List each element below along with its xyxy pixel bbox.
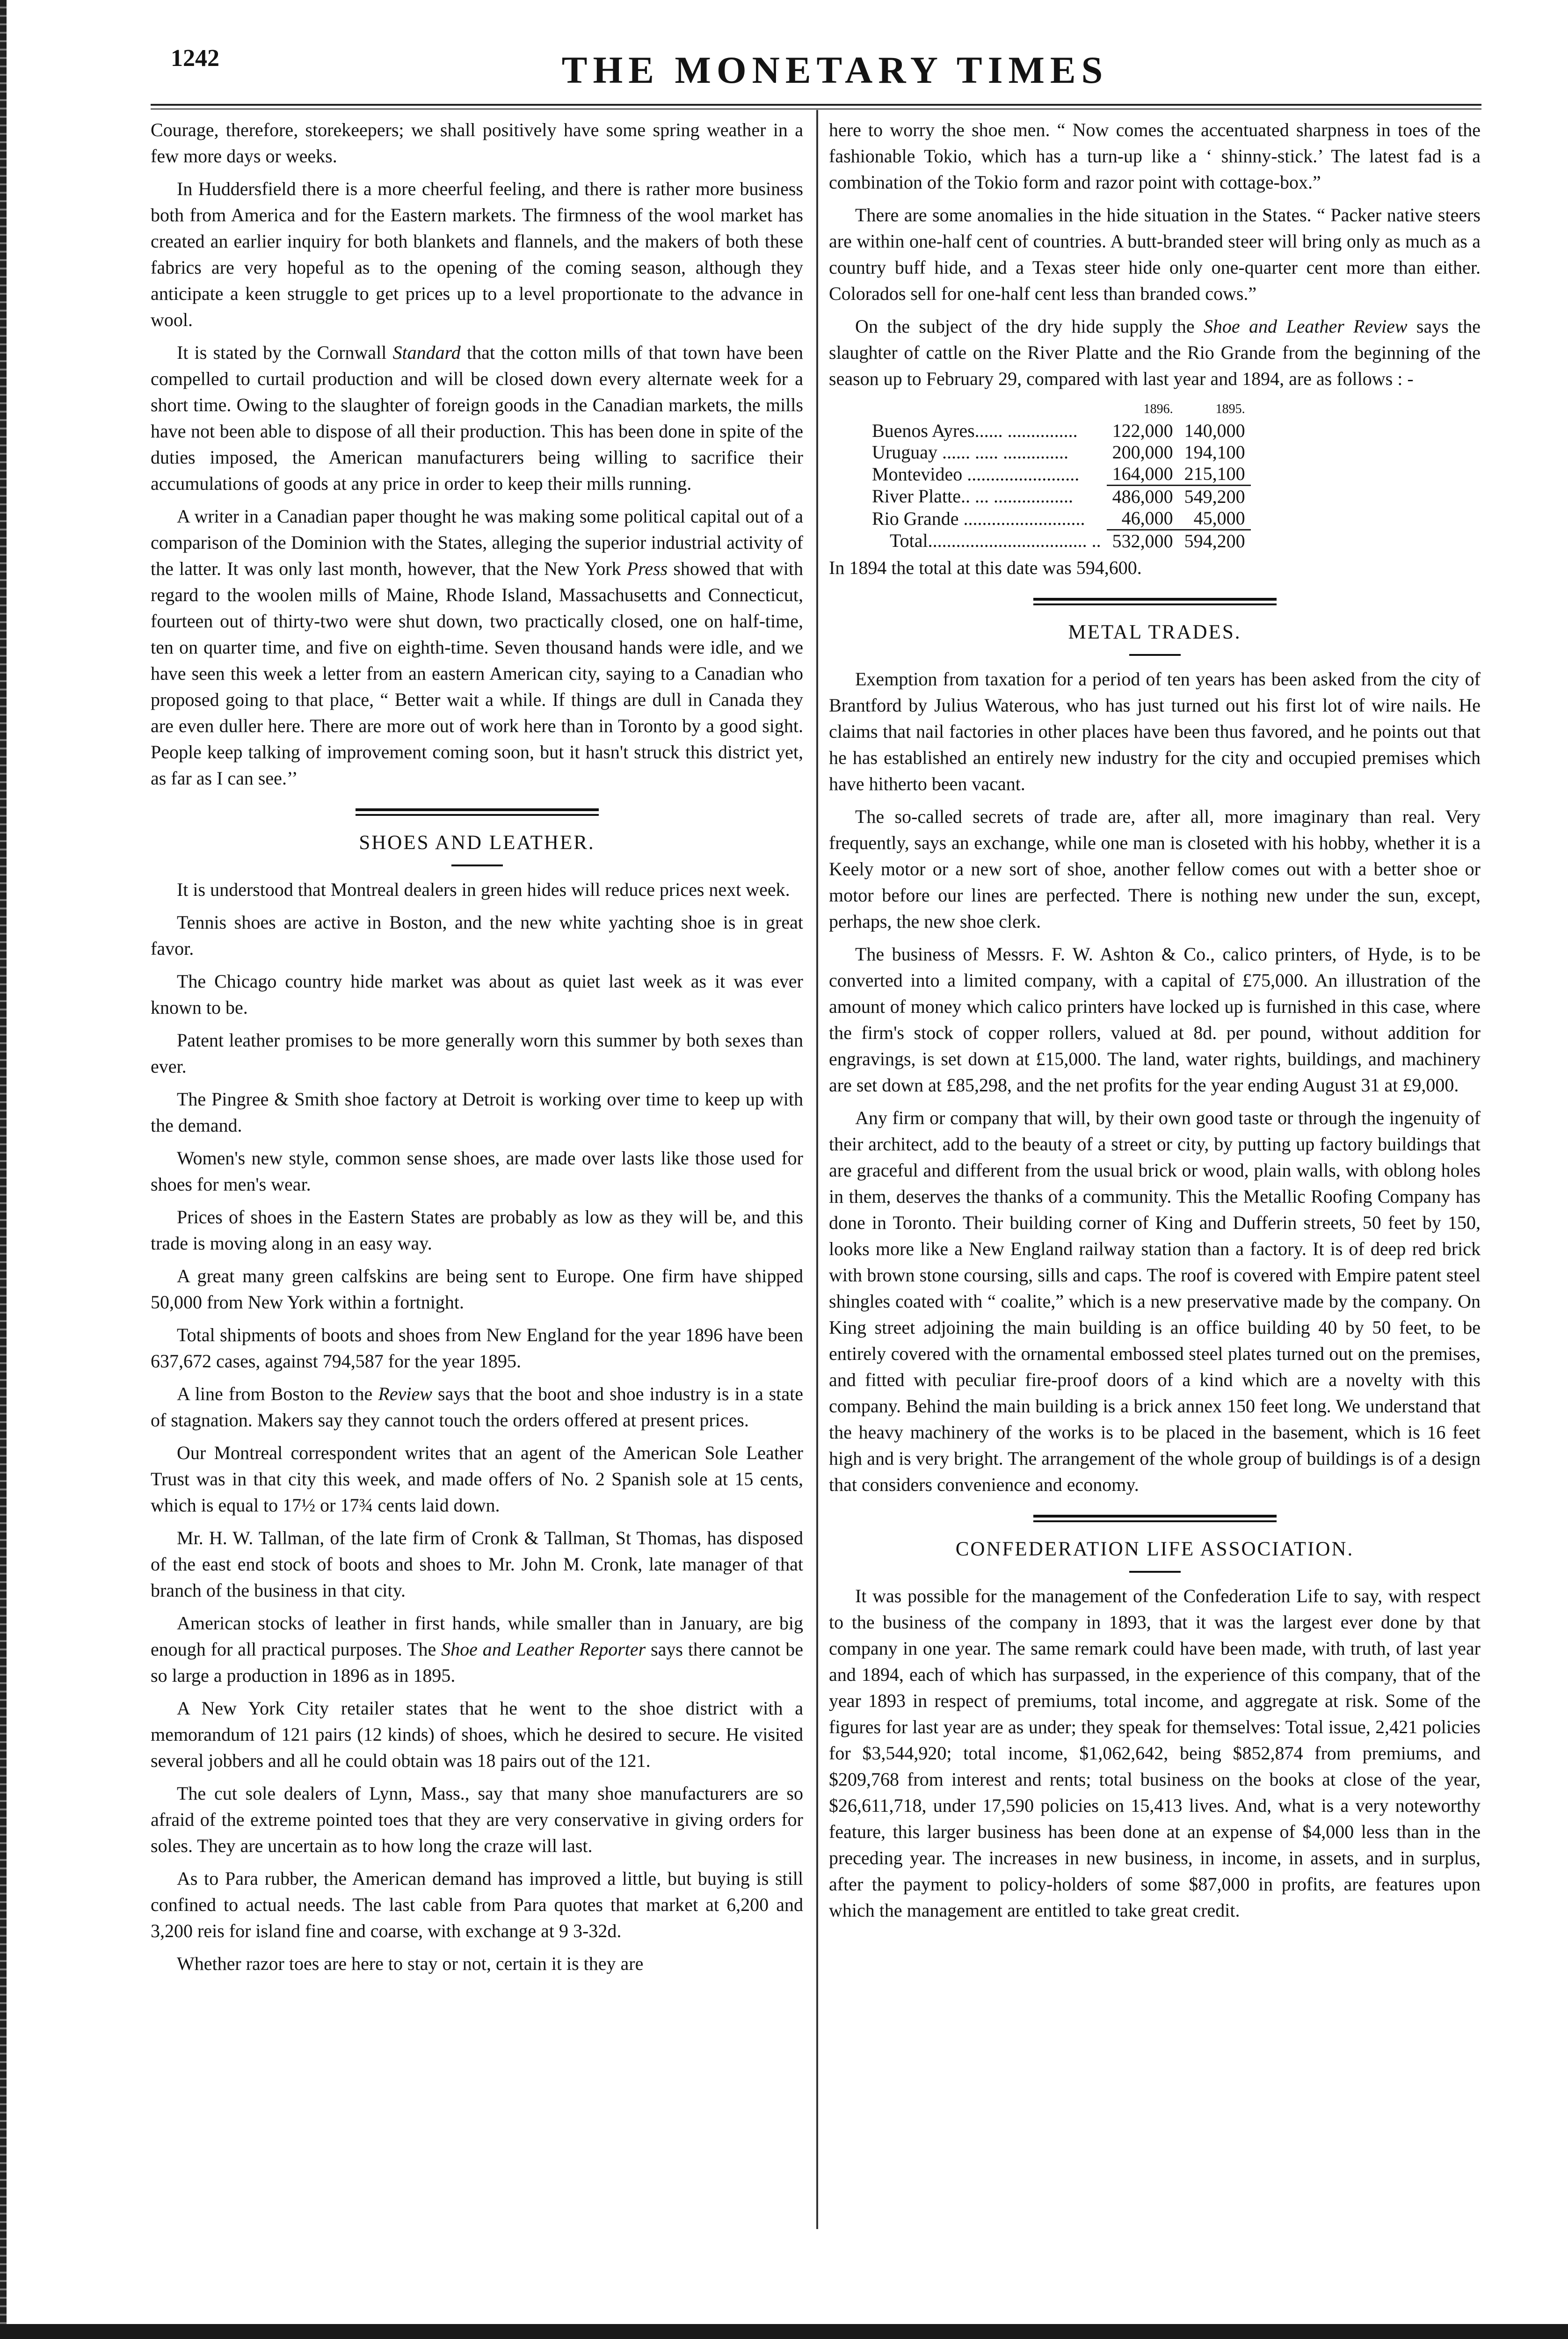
section-heading-metal: METAL TRADES. <box>1068 621 1241 643</box>
paragraph: The so-called secrets of trade are, after all, more imaginary than real. Very frequently, says an exchange, while one man is closeted with his hobby, whether it is a Keely motor or a new sort of shoe, another fellow comes out with a better shoe or motor before our lines are perfected. There is nothing new under the sun, except, perhaps, the new shoe clerk. <box>829 806 1481 932</box>
news-item: The Pingree & Smith shoe factory at Detroit is working over time to keep up with the demand. <box>151 1089 803 1136</box>
news-item: Prices of shoes in the Eastern States are probably as low as they will be, and this trade is moving along in an easy way. <box>151 1206 803 1254</box>
section-heading-confederation: CONFEDERATION LIFE ASSOCIATION. <box>955 1538 1354 1560</box>
heading-underline <box>1129 1571 1181 1573</box>
news-item: Mr. H. W. Tallman, of the late firm of Cronk & Tallman, St Thomas, has disposed of the east end stock of boots and shoes to Mr. John M. Cronk, late manager of that branch of the business in that city. <box>151 1527 803 1601</box>
table-header-row <box>866 399 1251 420</box>
news-item: Whether razor toes are here to stay or not, certain it is they are <box>177 1953 644 1974</box>
paragraph: here to worry the shoe men. “ Now comes the accentuated sharpness in toes of the fashionable Tokio, which has a turn-up like a ‘ shinny-stick.’ The latest fad is a combination of the Tokio form and razor point with cottage-box.” <box>829 119 1481 193</box>
news-item: As to Para rubber, the American demand has improved a little, but buying is still confined to actual needs. The last cable from Para quotes that market at 6,200 and 3,200 reis for island fine and coarse, with exchange at 9 3-32d. <box>151 1868 803 1941</box>
news-item: A line from Boston to the Review says that the boot and shoe industry is in a state of stagnation. Makers say they cannot touch the orders offered at present prices. <box>151 1383 803 1431</box>
paragraph: Exemption from taxation for a period of ten years has been asked from the city of Brantford by Julius Waterous, who has just turned out his first lot of wire nails. He claims that nail factories in other places have been thus favored, and he points out that he has established an entirely new industry for the city and occupied premises which have hitherto been vacant. <box>829 668 1481 794</box>
paragraph: It is stated by the Cornwall Standard that the cotton mills of that town have been compelled to curtail production and will be closed down every alternate week for a short time. Owing to the slaughter of foreign goods in the Canadian markets, the mills have not been able to dispose of all their production. This has been done in spite of the duties imposed, the American manufacturers being willing to sacrifice their accumulations of goods at any price in order to keep their mills running. <box>151 342 803 494</box>
news-item: It is understood that Montreal dealers in green hides will reduce prices next week. <box>177 879 790 900</box>
paragraph: On the subject of the dry hide supply the Shoe and Leather Review says the slaughter of cattle on the River Platte and the Rio Grande from the beginning of the season up to February 29, compared with last year and 1894, are as follows : - <box>829 316 1481 389</box>
news-item: American stocks of leather in first hands, while smaller than in January, are big enough for all practical purposes. The Shoe and Leather Reporter says there cannot be so large a production in 1896 as in 1895. <box>151 1613 804 1686</box>
news-item: A New York City retailer states that he went to the shoe district with a memorandum of 121 pairs (12 kinds) of shoes, which he desired to secure. He visited several jobbers and all he could obtain was 18 pairs out of the 121. <box>151 1698 803 1771</box>
news-item: Our Montreal correspondent writes that an agent of the American Sole Leather Trust was in that city this week, and made offers of No. 2 Spanish sole at 15 cents, which is equal to 17½ or 17¾ cents laid down. <box>151 1442 803 1516</box>
header-rule <box>151 104 1481 106</box>
section-separator <box>1033 598 1277 605</box>
table-row: River Platte.. ... ................. 486,000 549,200 <box>866 486 1251 508</box>
news-item: Women's new style, common sense shoes, are made over lasts like those used for shoes for men's wear. <box>151 1148 803 1195</box>
page-number: 1242 <box>171 45 219 72</box>
section-heading-shoes: SHOES AND LEATHER. <box>359 832 595 854</box>
column-header-1896: 1896. <box>1143 402 1173 416</box>
left-column <box>151 117 803 1983</box>
news-item: Total shipments of boots and shoes from New England for the year 1896 have been 637,672 cases, against 794,587 for the year 1895. <box>151 1324 803 1372</box>
heading-underline <box>451 864 503 866</box>
page-header <box>171 40 1499 96</box>
news-item: Patent leather promises to be more generally worn this summer by both sexes than ever. <box>151 1030 803 1077</box>
table-row: Uruguay ...... ..... .............. 200,000 194,100 <box>872 442 1245 463</box>
paragraph: In Huddersfield there is a more cheerful feeling, and there is rather more business both from America and for the Eastern markets. The firmness of the wool market has created an earlier inquiry for both blankets and flannels, and the makers of both these fabrics are very hopeful as to the opening of the coming season, although they anticipate a keen struggle to get prices up to a level proportionate to the advance in wool. <box>151 178 803 330</box>
section-separator <box>356 808 599 816</box>
binding-edge <box>0 0 7 2339</box>
paragraph: In 1894 the total at this date was 594,600. <box>829 557 1142 578</box>
page-bottom-border <box>0 2324 1568 2339</box>
heading-underline <box>1129 654 1181 656</box>
paragraph: It was possible for the management of the Confederation Life to say, with respect to the business of the company in 1893, that it was the largest ever done by that company in one year. The same remark could have been made, with truth, of last year and 1894, each of which has surpassed, in the experience of this company, that of the year 1893 in respect of premiums, total income, and aggregate at risk. Some of the figures for last year are as under; they speak for themselves: Total issue, 2,421 policies for $3,544,920; total income, $1,062,642, being $852,874 from premiums, and $209,768 from interest and rents; total business on the books at close of the year, $26,611,718, under 17,590 policies on 15,413 lives. And, what is a very noteworthy feature, this larger business has been done at an expense of $4,000 less than in the preceding year. The increases in new business, in income, in assets, and in surplus, after the payment to policy-holders of some $87,000 in profits, are features upon which the management are entitled to take great credit. <box>829 1585 1481 1921</box>
paragraph: The business of Messrs. F. W. Ashton & Co., calico printers, of Hyde, is to be converted into a limited company, with a capital of £75,000. An illustration of the amount of money which calico printers have locked up is furnished in this case, where the firm's stock of copper rollers, valued at 8d. per pound, without addition for engravings, is set down at £15,000. The land, water rights, buildings, and machinery are set down at £85,298, and the net profits for the year ending August 31 at £9,000. <box>829 944 1481 1096</box>
paragraph: A writer in a Canadian paper thought he was making some political capital out of a comparison of the Dominion with the States, alleging the superior industrial activity of the latter. It was only last month, however, that the New York Press showed that with regard to the woolen mills of Maine, Rhode Island, Massachusetts and Connecticut, fourteen out of thirty-two were shut down, two practically closed, one on half-time, ten on quarter time, and five on eighth-time. Seven thousand hands were idle, and we have seen this week a letter from an eastern American city, saying to a Canadian who proposed going to that place, “ Better wait a while. If things are dull in Canada they are even duller here. There are more out of work here than in Toronto by a good sight. People keep talking of improvement coming soon, but it hasn't struck this district yet, as far as I can see.’’ <box>151 506 804 789</box>
column-header-1895: 1895. <box>1215 402 1245 416</box>
section-separator <box>1033 1515 1277 1522</box>
paragraph: Courage, therefore, storekeepers; we shall positively have some spring weather in a few more days or weeks. <box>151 119 803 167</box>
cattle-slaughter-table <box>866 399 1251 552</box>
table-total-row: Total.................................. .. 532,000 594,200 <box>866 530 1251 552</box>
column-divider <box>816 110 818 2229</box>
masthead-title: THE MONETARY TIMES <box>561 49 1109 91</box>
paragraph: There are some anomalies in the hide situation in the States. “ Packer native steers are within one-half cent of countries. A butt-branded steer will bring only as much as a country buff hide, and a Texas steer hide only one-quarter cent more than either. Colorados sell for one-half cent less than branded cows.” <box>829 204 1481 304</box>
table-row: Rio Grande .......................... 46,000 45,000 <box>872 508 1245 529</box>
news-item: Tennis shoes are active in Boston, and the new white yachting shoe is in great favor. <box>151 912 803 959</box>
news-item: The Chicago country hide market was about as quiet last week as it was ever known to be. <box>151 971 803 1018</box>
table-row: Montevideo ........................ 164,000 215,100 <box>872 463 1245 485</box>
right-column <box>829 117 1481 1930</box>
table-row: Buenos Ayres...... ............... 122,000 140,000 <box>872 420 1245 441</box>
news-item: The cut sole dealers of Lynn, Mass., say that many shoe manufacturers are so afraid of the extreme pointed toes that they are very conservative in giving orders for soles. They are uncertain as to how long the craze will last. <box>151 1783 803 1856</box>
paragraph: Any firm or company that will, by their own good taste or through the ingenuity of their architect, add to the beauty of a street or city, by putting up factory buildings that are graceful and different from the usual brick or wood, plain walls, with oblong holes in them, deserves the thanks of a community. This the Metallic Roofing Company has done in Toronto. Their building corner of King and Dufferin streets, 50 feet by 150, looks more like a New England railway station than a factory. It is of deep red brick with brown stone coursing, sills and caps. The roof is covered with Empire patent steel shingles coated with “ coalite,” which is a new preservative made by the company. On King street adjoining the main building is an office building 40 by 50 feet, to be entirely covered with the ornamental embossed steel plates turned out on the premises, and fitted with peculiar fire-proof doors of a kind which are a novelty with this company. Behind the main building is a brick annex 150 feet long. We understand that the heavy machinery of the works is to be placed in the basement, which is 16 feet high and is very bright. The arrangement of the whole group of buildings is of a design that considers convenience and economy. <box>829 1107 1481 1495</box>
news-item: A great many green calfskins are being sent to Europe. One firm have shipped 50,000 from New York within a fortnight. <box>151 1265 803 1313</box>
